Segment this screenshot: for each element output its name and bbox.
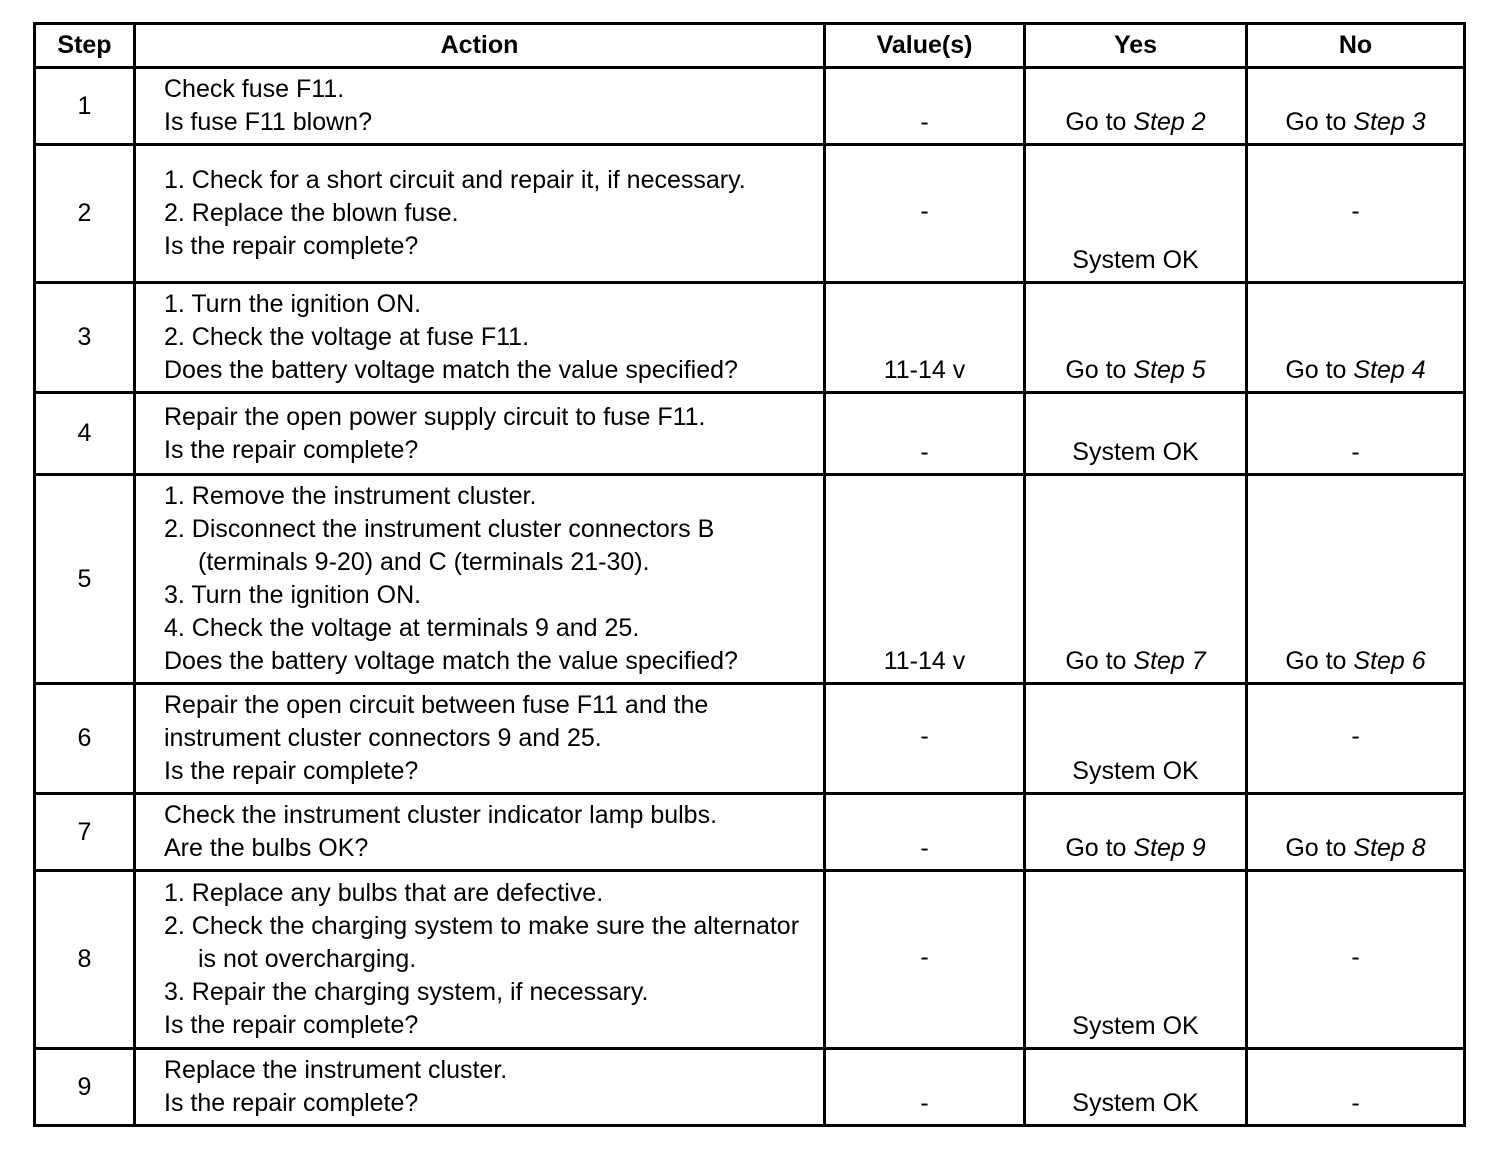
action-line: Repair the open circuit between fuse F11 and the instrument cluster connectors 9 and 25. xyxy=(164,691,709,752)
action-question: Is fuse F11 blown? xyxy=(164,108,372,136)
goto-step-target: Step 5 xyxy=(1133,356,1206,384)
yes-cell: System OK xyxy=(1025,871,1247,1049)
value-cell: - xyxy=(825,393,1025,475)
header-no: No xyxy=(1247,24,1465,68)
value-cell: - xyxy=(825,794,1025,871)
action-line: Check fuse F11. xyxy=(164,75,345,103)
action-line: 3. Repair the charging system, if necessary. xyxy=(164,978,649,1006)
action-line: 2. Disconnect the instrument cluster connectors B (terminals 9-20) and C (terminals 21-30). xyxy=(164,515,715,576)
action-question: Does the battery voltage match the value specified? xyxy=(164,356,738,384)
action-cell xyxy=(135,794,825,871)
step-number: 5 xyxy=(35,475,135,684)
goto-step-target: Step 9 xyxy=(1133,834,1206,862)
goto-step-target: Step 4 xyxy=(1353,356,1426,384)
no-cell xyxy=(1247,475,1465,684)
action-question: Is the repair complete? xyxy=(164,232,419,260)
action-cell xyxy=(135,393,825,475)
goto-step-target: Step 3 xyxy=(1353,108,1426,136)
action-cell xyxy=(135,475,825,684)
value-cell: - xyxy=(825,68,1025,145)
goto-prefix: Go to xyxy=(1285,108,1354,136)
step-number: 8 xyxy=(35,871,135,1049)
diagnostic-table xyxy=(33,22,1466,1127)
action-question: Is the repair complete? xyxy=(164,1089,419,1117)
value-cell: - xyxy=(825,1049,1025,1126)
header-row xyxy=(35,24,1465,68)
goto-step-target: Step 2 xyxy=(1133,108,1206,136)
value-cell: - xyxy=(825,684,1025,794)
table-row xyxy=(35,393,1465,475)
action-line: Check the instrument cluster indicator lamp bulbs. xyxy=(164,801,718,829)
step-number: 6 xyxy=(35,684,135,794)
action-line: 1. Remove the instrument cluster. xyxy=(164,482,537,510)
action-cell xyxy=(135,283,825,393)
no-cell xyxy=(1247,68,1465,145)
table-row xyxy=(35,1049,1465,1126)
action-line: 4. Check the voltage at terminals 9 and 25. xyxy=(164,614,640,642)
header-step: Step xyxy=(35,24,135,68)
yes-cell: System OK xyxy=(1025,684,1247,794)
action-question: Is the repair complete? xyxy=(164,1011,419,1039)
action-question: Is the repair complete? xyxy=(164,435,419,464)
yes-cell: System OK xyxy=(1025,1049,1247,1126)
goto-prefix: Go to xyxy=(1285,834,1354,862)
action-line: 2. Check the voltage at fuse F11. xyxy=(164,323,530,351)
yes-cell xyxy=(1025,794,1247,871)
value-cell: 11-14 v xyxy=(825,283,1025,393)
goto-prefix: Go to xyxy=(1065,834,1134,862)
action-cell xyxy=(135,871,825,1049)
action-question: Is the repair complete? xyxy=(164,757,419,785)
action-line: 2. Replace the blown fuse. xyxy=(164,199,459,227)
goto-prefix: Go to xyxy=(1285,356,1354,384)
yes-cell xyxy=(1025,283,1247,393)
yes-cell: System OK xyxy=(1025,145,1247,283)
step-number: 9 xyxy=(35,1049,135,1126)
step-number: 2 xyxy=(35,145,135,283)
goto-prefix: Go to xyxy=(1065,647,1134,675)
action-cell xyxy=(135,68,825,145)
step-number: 3 xyxy=(35,283,135,393)
step-number: 1 xyxy=(35,68,135,145)
action-line: 3. Turn the ignition ON. xyxy=(164,581,422,609)
goto-step-target: Step 6 xyxy=(1353,647,1426,675)
action-question: Does the battery voltage match the value specified? xyxy=(164,647,738,675)
header-values: Value(s) xyxy=(825,24,1025,68)
goto-prefix: Go to xyxy=(1065,356,1134,384)
no-cell xyxy=(1247,794,1465,871)
action-line: Replace the instrument cluster. xyxy=(164,1056,508,1084)
table-body xyxy=(35,68,1465,1126)
table-row xyxy=(35,145,1465,283)
step-number: 7 xyxy=(35,794,135,871)
no-cell: - xyxy=(1247,871,1465,1049)
table-row xyxy=(35,475,1465,684)
action-line: 1. Replace any bulbs that are defective. xyxy=(164,879,604,907)
value-cell: 11-14 v xyxy=(825,475,1025,684)
table-row xyxy=(35,684,1465,794)
yes-cell: System OK xyxy=(1025,393,1247,475)
table-row xyxy=(35,794,1465,871)
no-cell: - xyxy=(1247,145,1465,283)
action-line: 2. Check the charging system to make sure the alternator is not overcharging. xyxy=(164,912,800,973)
action-line: 1. Turn the ignition ON. xyxy=(164,290,422,318)
step-number: 4 xyxy=(35,393,135,475)
goto-prefix: Go to xyxy=(1065,108,1134,136)
action-question: Are the bulbs OK? xyxy=(164,834,369,862)
goto-prefix: Go to xyxy=(1285,647,1354,675)
action-line: 1. Check for a short circuit and repair it, if necessary. xyxy=(164,166,746,194)
table-row xyxy=(35,871,1465,1049)
yes-cell xyxy=(1025,475,1247,684)
value-cell: - xyxy=(825,871,1025,1049)
table-row xyxy=(35,283,1465,393)
action-cell xyxy=(135,145,825,283)
header-action: Action xyxy=(135,24,825,68)
no-cell: - xyxy=(1247,1049,1465,1126)
action-cell xyxy=(135,1049,825,1126)
no-cell xyxy=(1247,283,1465,393)
goto-step-target: Step 7 xyxy=(1133,647,1206,675)
yes-cell xyxy=(1025,68,1247,145)
header-yes: Yes xyxy=(1025,24,1247,68)
no-cell: - xyxy=(1247,684,1465,794)
action-line: Repair the open power supply circuit to fuse F11. xyxy=(164,402,706,431)
table-row xyxy=(35,68,1465,145)
value-cell: - xyxy=(825,145,1025,283)
no-cell: - xyxy=(1247,393,1465,475)
goto-step-target: Step 8 xyxy=(1353,834,1426,862)
action-cell xyxy=(135,684,825,794)
